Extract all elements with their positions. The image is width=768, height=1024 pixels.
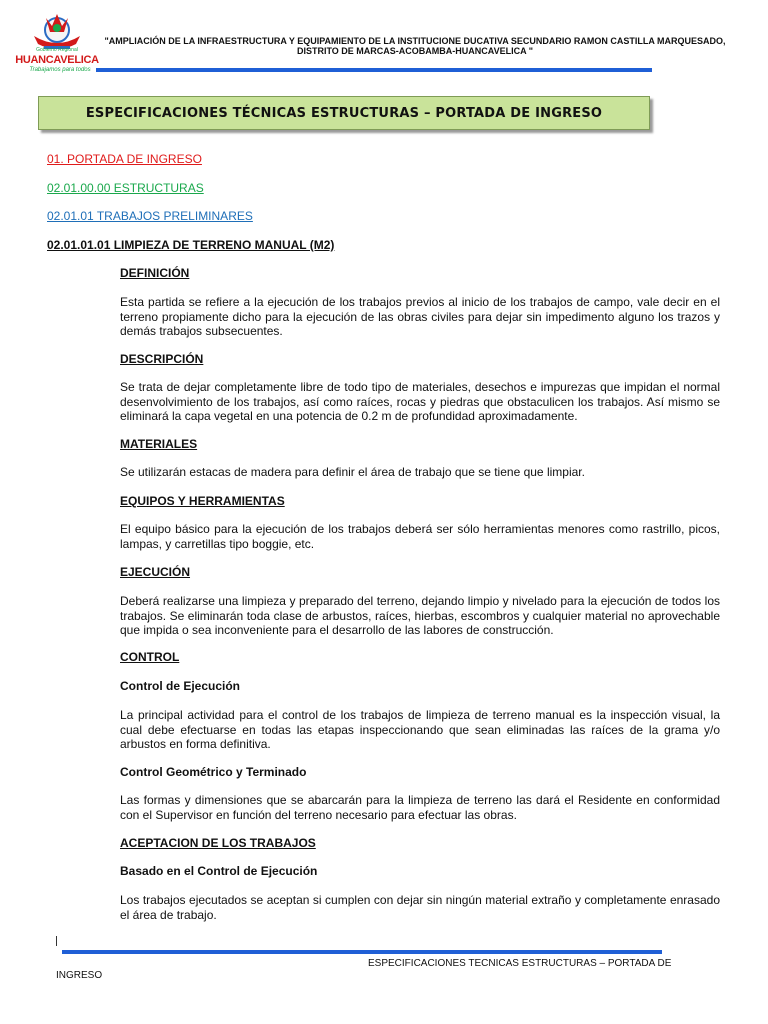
basado-title: Basado en el Control de Ejecución	[120, 864, 318, 878]
project-title	[100, 36, 730, 56]
footer-tick	[56, 936, 57, 946]
basado-text: Los trabajos ejecutados se aceptan si cumplen con dejar sin ningún material extraño y completamente enrasado el área de trabajo.	[120, 893, 720, 922]
footer-text-line1: ESPECIFICACIONES TECNICAS ESTRUCTURAS – PORTADA DE	[368, 958, 672, 969]
aceptacion-title: ACEPTACION DE LOS TRABAJOS	[120, 836, 316, 850]
heading-estructuras: 02.01.00.00 ESTRUCTURAS	[47, 181, 204, 195]
section-title-box	[38, 96, 650, 130]
materiales-text: Se utilizarán estacas de madera para definir el área de trabajo que se tiene que limpiar.	[120, 465, 585, 479]
heading-limpieza-terreno: 02.01.01.01 LIMPIEZA DE TERRENO MANUAL (M2)	[47, 238, 335, 252]
descripcion-title: DESCRIPCIÓN	[120, 352, 204, 366]
equipos-title: EQUIPOS Y HERRAMIENTAS	[120, 494, 285, 508]
control-title: CONTROL	[120, 650, 180, 664]
project-title-line1: "AMPLIACIÓN DE LA INFRAESTRUCTURA Y EQUIPAMIENTO DE LA INSTITUCIONE DUCATIVA SECUNDARIO RAMON CASTILLA MARQUESADO,	[104, 36, 726, 46]
header-rule	[96, 68, 652, 72]
materiales-title: MATERIALES	[120, 437, 198, 451]
footer-rule	[62, 950, 662, 954]
control-ejecucion-title: Control de Ejecución	[120, 679, 241, 693]
definicion-title: DEFINICIÓN	[120, 266, 190, 280]
definicion-text: Esta partida se refiere a la ejecución de los trabajos previos al inicio de los trabajos de campo, vale decir en el terreno propiamente dicho para la ejecución de las obras civiles para dejar sin impedimento alguno los trazos y demás trabajos subsecuentes.	[120, 295, 720, 338]
descripcion-text: Se trata de dejar completamente libre de todo tipo de materiales, desechos e impurezas que impidan el normal desenvolvimiento de los trabajos, así como raíces, rocas y piedras que obstaculicen los trabajos. Así mismo se eliminará la capa vegetal en una potencia de 0.2 m de profundidad aproximadamente.	[120, 380, 720, 423]
control-geometrico-text: Las formas y dimensiones que se abarcarán para la limpieza de terreno las dará el Residente en conformidad con el Supervisor en función del terreno necesario para efectuar las obras.	[120, 793, 720, 822]
control-ejecucion-text: La principal actividad para el control de los trabajos de limpieza de terreno manual es la inspección visual, la cual debe efectuarse en todas las etapas inspeccionando que sean eliminadas las raíces de la grama y/o arbustos en forma definitiva.	[120, 708, 720, 751]
logo-subtext: Gobierno Regional	[36, 47, 78, 53]
huancavelica-logo	[14, 10, 100, 76]
ejecucion-title: EJECUCIÓN	[120, 565, 191, 579]
ejecucion-text: Deberá realizarse una limpieza y preparado del terreno, dejando limpio y nivelado para la ejecución de todos los trabajos. Se eliminarán toda clase de arbustos, raíces, hierbas, escombros y cualquier material no aprovechable que impida o sea inconveniente para el desarrollo de las labores de construcción.	[120, 594, 720, 637]
equipos-text: El equipo básico para la ejecución de los trabajos deberá ser sólo herramientas menores como rastrillo, picos, lampas, y carretillas tipo boggie, etc.	[120, 522, 720, 551]
logo-text: HUANCAVELICA	[15, 54, 99, 66]
project-title-line2: DISTRITO DE MARCAS-ACOBAMBA-HUANCAVELICA "	[296, 46, 534, 56]
heading-portada: 01. PORTADA DE INGRESO	[47, 152, 202, 166]
logo-slogan: Trabajamos para todos	[29, 67, 91, 73]
heading-trabajos-preliminares: 02.01.01 TRABAJOS PRELIMINARES	[47, 209, 253, 223]
section-title: ESPECIFICACIONES TÉCNICAS ESTRUCTURAS – PORTADA DE INGRESO	[85, 105, 603, 121]
control-geometrico-title: Control Geométrico y Terminado	[120, 765, 307, 779]
footer-text-line2: INGRESO	[56, 970, 103, 981]
